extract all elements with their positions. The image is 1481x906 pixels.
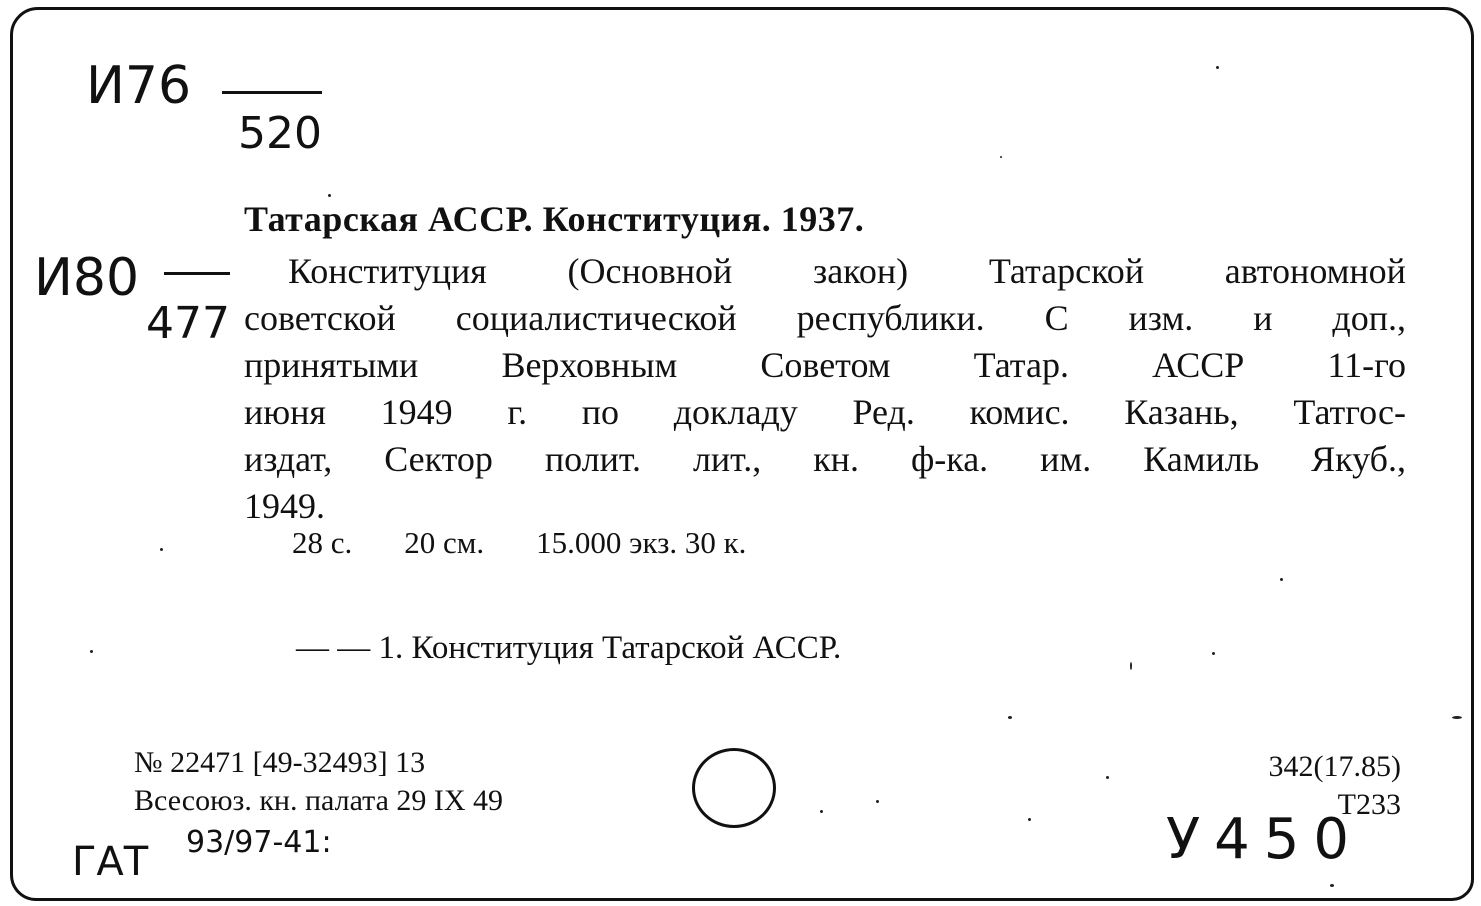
author-mark: Т233	[1337, 788, 1401, 821]
shelf-mark-2-bottom: 477	[146, 298, 230, 349]
scan-speck	[1330, 884, 1334, 887]
footer-chamber: Всесоюз. кн. палата 29 IX 49	[134, 784, 504, 817]
scan-speck	[160, 548, 163, 551]
stamp-circle	[692, 748, 776, 828]
scan-speck	[90, 650, 93, 653]
footer-record-number: № 22471 [49-32493] 13	[134, 746, 426, 779]
scan-speck	[1000, 156, 1002, 158]
shelf-mark-bottom: 520	[238, 108, 322, 159]
shelf-mark-top: И76	[86, 56, 192, 116]
card-heading: Татарская АССР. Конституция. 1937.	[244, 199, 865, 239]
description-line-5: издат, Сектор полит. лит., кн. ф-ка. им. Камиль Якуб.,	[244, 439, 1406, 479]
inventory-prefix: ГАТ	[72, 839, 149, 885]
description-line-6: 1949.	[244, 486, 325, 526]
description-line-1: Конституция (Основной закон) Татарской автономной	[288, 251, 1406, 291]
scan-speck	[1280, 578, 1283, 581]
collation-print-run: 15.000 экз. 30 к.	[536, 525, 747, 560]
description-line-3: принятыми Верховным Советом Татар. АССР 11-го	[244, 345, 1406, 385]
description-line-2: советской социалистической республики. С изм. и доп.,	[244, 298, 1406, 338]
collation-pages: 28 с.	[292, 525, 353, 560]
scan-speck	[1212, 652, 1215, 655]
scan-speck	[1028, 818, 1031, 821]
scan-speck	[1106, 776, 1109, 779]
scan-speck	[1130, 662, 1132, 670]
scan-speck	[820, 810, 823, 813]
scan-speck	[1008, 716, 1012, 719]
classification-code: 342(17.85)	[1268, 750, 1401, 783]
subject-tracing: — — 1. Конституция Татарской АССР.	[296, 630, 842, 666]
shelf-mark-2-top: И80	[34, 248, 140, 308]
collation-size: 20 см.	[404, 525, 485, 560]
shelf-mark-2-rule	[164, 272, 230, 275]
description-line-4: июня 1949 г. по докладу Ред. комис. Казань, Татгос-	[244, 392, 1406, 432]
scan-speck	[1452, 716, 1462, 719]
shelf-mark-rule	[222, 91, 322, 94]
description	[244, 248, 1406, 530]
inventory-number: 93/97-41:	[186, 825, 332, 860]
scan-speck	[1216, 66, 1219, 69]
scan-speck	[328, 194, 331, 197]
scan-speck	[876, 800, 879, 803]
price-code: У450	[1166, 807, 1364, 872]
footer-left	[134, 744, 503, 820]
collation	[292, 525, 746, 561]
